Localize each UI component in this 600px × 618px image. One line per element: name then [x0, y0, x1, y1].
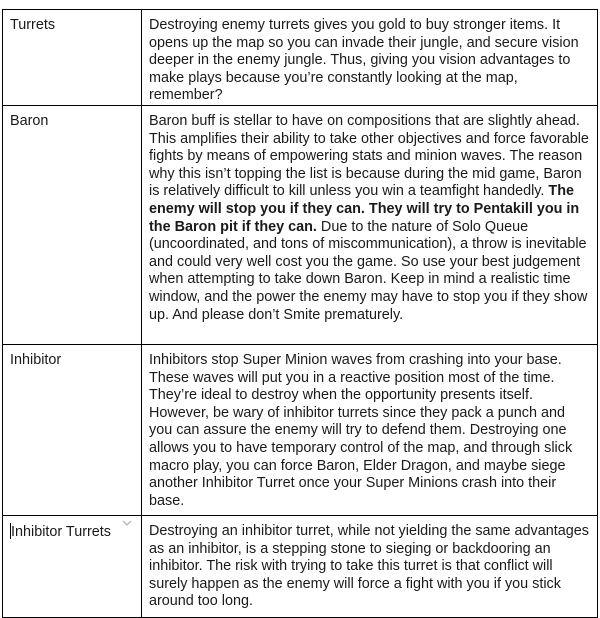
- description-cell[interactable]: [142, 344, 598, 515]
- term-label: Turrets: [10, 17, 56, 33]
- description-cell[interactable]: [142, 105, 598, 344]
- term-label: Baron: [10, 112, 49, 129]
- objectives-table: [2, 9, 598, 618]
- description-text: Due to the nature of Solo Queue (uncoordinated, and tons of miscommunication), a throw is inevitable and could very well cost you the game. So use your best judgement when attempting to take down Baron. Keep in mind a realistic time window, and the power the enemy may have to stop you if they show up. And please don’t Smite prematurely.: [149, 218, 588, 323]
- term-cell[interactable]: [3, 10, 142, 106]
- description-bold-text: The enemy will stop you if they can. They will try to Pentakill you in the Baron pit if they can.: [149, 183, 580, 235]
- description-text: Destroying an inhibitor turret, while not yielding the same advantages as an inhibitor, is a stepping stone to sieging or backdooring an inhibitor. The risk with trying to take this turret is that conflict will surely happen as the enemy will force a fight with you if you stick around too long.: [149, 522, 589, 610]
- table-row: [3, 344, 598, 515]
- table-row: [3, 105, 598, 344]
- chevron-down-icon[interactable]: [120, 517, 134, 529]
- term-label: Inhibitor: [10, 351, 62, 368]
- term-cell[interactable]: [3, 344, 142, 515]
- description-text: Destroying enemy turrets gives you gold to buy stronger items. It opens up the map so you can invade their jungle, and secure vision deeper in the enemy jungle. Thus, giving you vision advantages to make plays because you’re constantly looking at the map, remember?: [149, 17, 579, 104]
- table-row: [3, 515, 598, 617]
- description-text: Inhibitors stop Super Minion waves from crashing into your base. These waves will put you in a reactive position most of the time. They’re ideal to destroy when the opportunity presents itself. However, be wary of inhibitor turrets since they pack a punch and you can assure the enemy will try to defend them. Destroying one allows you to have temporary control of the map, and through slick macro play, you can force Baron, Elder Dragon, and maybe siege another Inhibitor Turret once your Super Minions crash into their base.: [149, 351, 573, 509]
- table-row: [3, 10, 598, 106]
- description-cell[interactable]: [142, 515, 598, 617]
- term-cell[interactable]: [3, 515, 142, 617]
- term-label: Inhibitor Turrets: [11, 523, 111, 540]
- term-cell[interactable]: [3, 105, 142, 344]
- description-cell[interactable]: [142, 10, 598, 106]
- description-text: Baron buff is stellar to have on compositions that are slightly ahead. This amplifies their ability to take other objectives and force favorable fights by means of empowering stats and minion waves. The reason why this isn’t topping the list is because during the mid game, Baron is relatively difficult to kill unless you win a teamfight handedly.: [149, 112, 589, 200]
